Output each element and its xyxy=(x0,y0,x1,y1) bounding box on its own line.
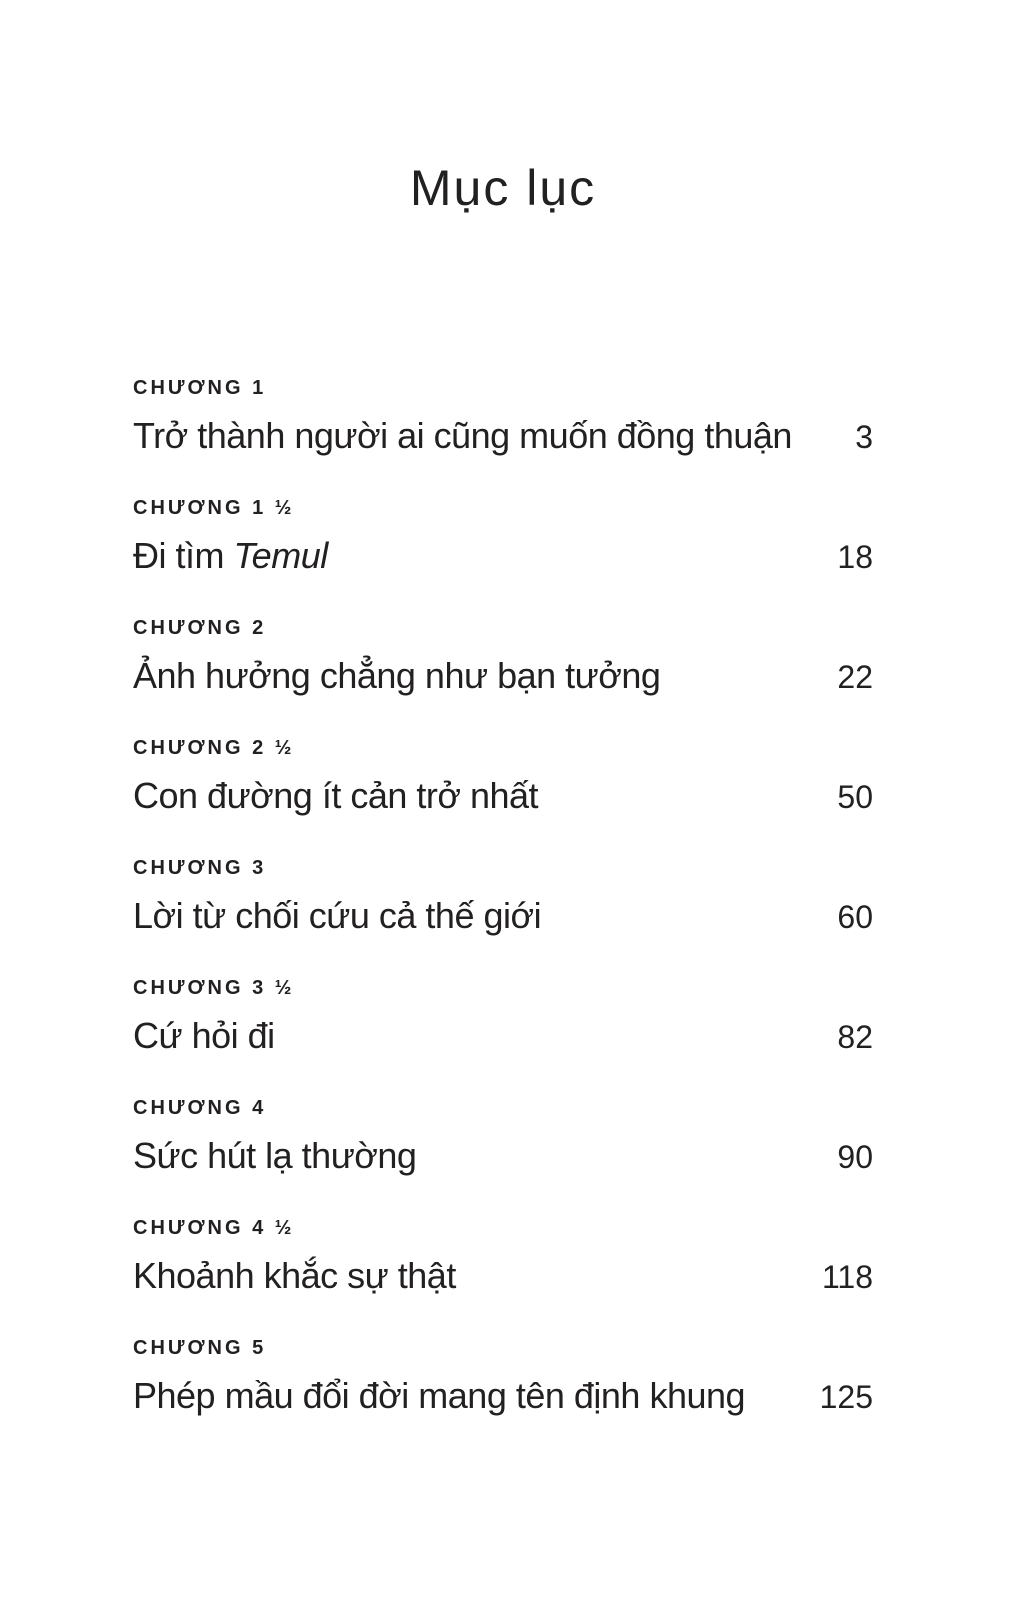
chapter-title-text: Lời từ chối cứu cả thế giới xyxy=(133,895,542,936)
chapter-title-text: Sức hút lạ thường xyxy=(133,1135,417,1176)
chapter-title-text: Đi tìm xyxy=(133,535,234,576)
toc-entry xyxy=(133,376,873,460)
page-number: 50 xyxy=(837,779,873,815)
chapter-title xyxy=(133,653,660,699)
chapter-label: CHƯƠNG 1 ½ xyxy=(133,497,295,519)
chapter-title-text: Con đường ít cản trở nhất xyxy=(133,775,539,816)
table-of-contents xyxy=(133,376,873,1420)
page-number: 3 xyxy=(855,419,873,455)
chapter-title-row xyxy=(133,1253,873,1300)
chapter-title xyxy=(133,1013,275,1059)
toc-entry xyxy=(133,976,873,1060)
chapter-title xyxy=(133,1373,745,1419)
chapter-title-row xyxy=(133,533,873,580)
chapter-title xyxy=(133,1133,416,1179)
chapter-title-text: Trở thành người ai cũng muốn đồng thuận xyxy=(133,415,792,456)
toc-entry xyxy=(133,856,873,940)
chapter-title-italic: Temul xyxy=(233,535,328,576)
chapter-title-text: Khoảnh khắc sự thật xyxy=(133,1255,456,1296)
chapter-title-row xyxy=(133,893,873,940)
chapter-title-row xyxy=(133,773,873,820)
chapter-title-row xyxy=(133,413,873,460)
chapter-label: CHƯƠNG 5 xyxy=(133,1337,267,1359)
page-number: 60 xyxy=(837,899,873,935)
toc-entry xyxy=(133,496,873,580)
chapter-label: CHƯƠNG 3 xyxy=(133,857,267,879)
chapter-title xyxy=(133,773,538,819)
toc-entry xyxy=(133,1216,873,1300)
chapter-label: CHƯƠNG 3 ½ xyxy=(133,977,295,999)
chapter-label: CHƯƠNG 4 ½ xyxy=(133,1217,295,1239)
page-number: 82 xyxy=(837,1019,873,1055)
chapter-title xyxy=(133,1253,456,1299)
chapter-title-row xyxy=(133,1373,873,1420)
page-number: 118 xyxy=(821,1259,873,1295)
chapter-label: CHƯƠNG 2 ½ xyxy=(133,737,295,759)
toc-entry xyxy=(133,1096,873,1180)
chapter-title-row xyxy=(133,653,873,700)
page-number: 90 xyxy=(837,1139,873,1175)
chapter-title-row xyxy=(133,1133,873,1180)
chapter-title-row xyxy=(133,1013,873,1060)
chapter-title xyxy=(133,893,541,939)
chapter-label: CHƯƠNG 4 xyxy=(133,1097,267,1119)
chapter-title xyxy=(133,533,328,579)
chapter-label: CHƯƠNG 2 xyxy=(133,617,267,639)
chapter-title-text: Cứ hỏi đi xyxy=(133,1015,275,1056)
chapter-title xyxy=(133,413,792,459)
toc-entry xyxy=(133,616,873,700)
chapter-title-text: Ảnh hưởng chẳng như bạn tưởng xyxy=(133,655,661,696)
page-number: 125 xyxy=(819,1379,873,1415)
page-number: 18 xyxy=(837,539,873,575)
toc-entry xyxy=(133,1336,873,1420)
toc-entry xyxy=(133,736,873,820)
chapter-label: CHƯƠNG 1 xyxy=(133,377,267,399)
page-number: 22 xyxy=(837,659,873,695)
chapter-title-text: Phép mầu đổi đời mang tên định khung xyxy=(133,1375,746,1416)
page-title: Mục lục xyxy=(409,160,597,216)
